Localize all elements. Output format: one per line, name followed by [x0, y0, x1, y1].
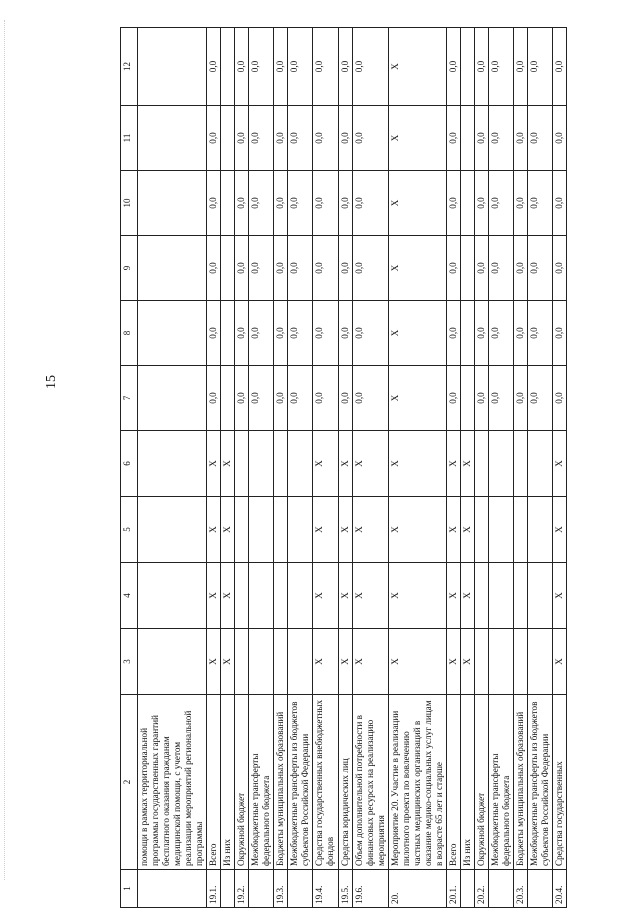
col-header-2: 2: [121, 695, 138, 870]
value-cell-3: [138, 629, 207, 695]
value-cell-4: [249, 563, 274, 629]
value-cell-8: [460, 301, 474, 366]
table-row: [235, 28, 249, 908]
col-header-10: 10: [121, 171, 138, 236]
value-cell-11: 0,0: [235, 106, 249, 171]
row-number-cell: 19.1.: [207, 870, 221, 908]
value-cell-6: [527, 431, 552, 497]
value-cell-8: 0,0: [249, 301, 274, 366]
value-cell-5: [138, 497, 207, 563]
value-cell-4: X: [221, 563, 235, 629]
value-cell-10: [221, 171, 235, 236]
value-cell-4: [138, 563, 207, 629]
row-name-cell: Межбюджетные трансферты из бюджетов субъектов Российской Федерации: [527, 695, 552, 870]
value-cell-9: 0,0: [207, 236, 221, 301]
value-cell-12: 0,0: [527, 28, 552, 106]
row-name-cell: Из них: [221, 695, 235, 870]
row-number-cell: [249, 870, 274, 908]
value-cell-12: 0,0: [338, 28, 352, 106]
value-cell-11: 0,0: [288, 106, 313, 171]
row-name-cell: Межбюджетные трансферты федерального бюджета: [249, 695, 274, 870]
value-cell-9: 0,0: [553, 236, 567, 301]
table-row: [338, 28, 352, 908]
value-cell-12: X: [388, 28, 446, 106]
table-row: [513, 28, 527, 908]
value-cell-7: 0,0: [352, 366, 388, 431]
value-cell-9: 0,0: [513, 236, 527, 301]
value-cell-6: [274, 431, 288, 497]
value-cell-5: [288, 497, 313, 563]
value-cell-11: 0,0: [446, 106, 460, 171]
value-cell-7: 0,0: [338, 366, 352, 431]
rotated-table-sheet: [120, 28, 588, 908]
value-cell-11: 0,0: [474, 106, 488, 171]
value-cell-5: X: [352, 497, 388, 563]
value-cell-3: X: [352, 629, 388, 695]
value-cell-8: 0,0: [313, 301, 338, 366]
row-name-cell: Из них: [460, 695, 474, 870]
value-cell-8: [221, 301, 235, 366]
value-cell-8: 0,0: [474, 301, 488, 366]
value-cell-10: 0,0: [207, 171, 221, 236]
row-number-cell: 20.: [388, 870, 446, 908]
value-cell-7: 0,0: [288, 366, 313, 431]
value-cell-4: X: [446, 563, 460, 629]
value-cell-9: 0,0: [249, 236, 274, 301]
value-cell-5: [274, 497, 288, 563]
value-cell-10: 0,0: [527, 171, 552, 236]
value-cell-10: 0,0: [288, 171, 313, 236]
value-cell-4: [288, 563, 313, 629]
value-cell-5: X: [313, 497, 338, 563]
value-cell-4: X: [352, 563, 388, 629]
value-cell-7: 0,0: [488, 366, 513, 431]
value-cell-12: 0,0: [352, 28, 388, 106]
value-cell-3: [249, 629, 274, 695]
value-cell-5: [488, 497, 513, 563]
row-name-cell: Межбюджетные трансферты федерального бюджета: [488, 695, 513, 870]
value-cell-9: X: [388, 236, 446, 301]
value-cell-6: X: [207, 431, 221, 497]
value-cell-8: 0,0: [553, 301, 567, 366]
value-cell-7: 0,0: [207, 366, 221, 431]
value-cell-12: 0,0: [488, 28, 513, 106]
header-row: [121, 28, 138, 908]
value-cell-7: 0,0: [313, 366, 338, 431]
value-cell-10: 0,0: [313, 171, 338, 236]
row-name-cell: Окружной бюджет: [235, 695, 249, 870]
value-cell-12: [221, 28, 235, 106]
row-number-cell: [288, 870, 313, 908]
table-row: [388, 28, 446, 908]
row-number-cell: 19.3.: [274, 870, 288, 908]
row-name-cell: Средства государственных: [553, 695, 567, 870]
value-cell-6: [138, 431, 207, 497]
value-cell-3: X: [460, 629, 474, 695]
row-name-cell: Средства государственных внебюджетных фондов: [313, 695, 338, 870]
value-cell-8: 0,0: [488, 301, 513, 366]
row-number-cell: 19.6.: [352, 870, 388, 908]
row-number-cell: [138, 870, 207, 908]
table-row: [527, 28, 552, 908]
value-cell-6: [249, 431, 274, 497]
value-cell-4: X: [207, 563, 221, 629]
value-cell-9: 0,0: [338, 236, 352, 301]
value-cell-10: 0,0: [553, 171, 567, 236]
table-row: [313, 28, 338, 908]
row-number-cell: 19.2.: [235, 870, 249, 908]
row-number-cell: [460, 870, 474, 908]
value-cell-12: 0,0: [207, 28, 221, 106]
table-row: [288, 28, 313, 908]
value-cell-5: [249, 497, 274, 563]
table-row: [274, 28, 288, 908]
value-cell-10: 0,0: [338, 171, 352, 236]
value-cell-6: X: [446, 431, 460, 497]
value-cell-3: X: [221, 629, 235, 695]
value-cell-6: X: [388, 431, 446, 497]
value-cell-12: [138, 28, 207, 106]
value-cell-12: 0,0: [313, 28, 338, 106]
value-cell-12: 0,0: [235, 28, 249, 106]
value-cell-9: 0,0: [235, 236, 249, 301]
value-cell-5: X: [388, 497, 446, 563]
value-cell-7: 0,0: [235, 366, 249, 431]
value-cell-7: [460, 366, 474, 431]
value-cell-5: [235, 497, 249, 563]
value-cell-4: [235, 563, 249, 629]
value-cell-8: X: [388, 301, 446, 366]
row-name-cell: Мероприятие 20. Участие в реализации пилотного проекта по вовлечению частных медицинских организаций в оказание медико-социальных услуг лицам в возрасте 65 лет и старше: [388, 695, 446, 870]
value-cell-5: [513, 497, 527, 563]
value-cell-11: 0,0: [553, 106, 567, 171]
value-cell-12: 0,0: [446, 28, 460, 106]
value-cell-7: [221, 366, 235, 431]
row-number-cell: 19.4.: [313, 870, 338, 908]
value-cell-11: 0,0: [207, 106, 221, 171]
value-cell-6: X: [338, 431, 352, 497]
value-cell-11: 0,0: [527, 106, 552, 171]
value-cell-10: 0,0: [488, 171, 513, 236]
value-cell-9: 0,0: [313, 236, 338, 301]
value-cell-5: [474, 497, 488, 563]
value-cell-5: [527, 497, 552, 563]
value-cell-7: X: [388, 366, 446, 431]
value-cell-12: 0,0: [274, 28, 288, 106]
value-cell-9: [460, 236, 474, 301]
value-cell-8: 0,0: [446, 301, 460, 366]
table-row: [553, 28, 567, 908]
value-cell-3: X: [446, 629, 460, 695]
table-row: [446, 28, 460, 908]
value-cell-9: 0,0: [274, 236, 288, 301]
value-cell-11: 0,0: [274, 106, 288, 171]
value-cell-4: [527, 563, 552, 629]
value-cell-8: 0,0: [288, 301, 313, 366]
value-cell-10: 0,0: [446, 171, 460, 236]
table-row: [207, 28, 221, 908]
value-cell-3: X: [313, 629, 338, 695]
value-cell-5: X: [338, 497, 352, 563]
value-cell-4: X: [460, 563, 474, 629]
row-number-cell: 19.5.: [338, 870, 352, 908]
row-number-cell: 20.3.: [513, 870, 527, 908]
value-cell-3: X: [207, 629, 221, 695]
value-cell-5: X: [221, 497, 235, 563]
col-header-11: 11: [121, 106, 138, 171]
row-number-cell: [488, 870, 513, 908]
row-number-cell: 20.1.: [446, 870, 460, 908]
value-cell-6: X: [313, 431, 338, 497]
value-cell-4: X: [338, 563, 352, 629]
value-cell-3: X: [388, 629, 446, 695]
value-cell-8: 0,0: [527, 301, 552, 366]
value-cell-6: [235, 431, 249, 497]
value-cell-10: [460, 171, 474, 236]
value-cell-5: X: [207, 497, 221, 563]
value-cell-11: [460, 106, 474, 171]
row-number-cell: [221, 870, 235, 908]
value-cell-8: 0,0: [338, 301, 352, 366]
row-name-cell: Окружной бюджет: [474, 695, 488, 870]
value-cell-6: X: [352, 431, 388, 497]
value-cell-10: 0,0: [235, 171, 249, 236]
value-cell-9: [221, 236, 235, 301]
table-row: [352, 28, 388, 908]
value-cell-7: 0,0: [513, 366, 527, 431]
col-header-8: 8: [121, 301, 138, 366]
value-cell-8: 0,0: [235, 301, 249, 366]
value-cell-8: 0,0: [207, 301, 221, 366]
value-cell-5: X: [553, 497, 567, 563]
value-cell-7: 0,0: [553, 366, 567, 431]
value-cell-4: X: [553, 563, 567, 629]
col-header-3: 3: [121, 629, 138, 695]
value-cell-8: [138, 301, 207, 366]
table-row: [474, 28, 488, 908]
value-cell-11: 0,0: [488, 106, 513, 171]
value-cell-7: 0,0: [527, 366, 552, 431]
col-header-7: 7: [121, 366, 138, 431]
value-cell-9: 0,0: [527, 236, 552, 301]
row-name-cell: Объем дополнительной потребности в финансовых ресурсах на реализацию мероприятия: [352, 695, 388, 870]
col-header-1: 1: [121, 870, 138, 908]
value-cell-11: X: [388, 106, 446, 171]
value-cell-3: [274, 629, 288, 695]
scan-edge-line: [4, 20, 6, 880]
value-cell-6: X: [553, 431, 567, 497]
value-cell-6: X: [221, 431, 235, 497]
value-cell-10: 0,0: [352, 171, 388, 236]
col-header-6: 6: [121, 431, 138, 497]
row-number-cell: [527, 870, 552, 908]
row-name-cell: Всего: [446, 695, 460, 870]
value-cell-8: 0,0: [352, 301, 388, 366]
value-cell-11: [138, 106, 207, 171]
value-cell-11: 0,0: [249, 106, 274, 171]
value-cell-6: [513, 431, 527, 497]
value-cell-11: 0,0: [313, 106, 338, 171]
value-cell-3: [474, 629, 488, 695]
col-header-12: 12: [121, 28, 138, 106]
value-cell-9: 0,0: [446, 236, 460, 301]
value-cell-3: [488, 629, 513, 695]
value-cell-9: 0,0: [474, 236, 488, 301]
value-cell-12: 0,0: [249, 28, 274, 106]
value-cell-9: [138, 236, 207, 301]
value-cell-6: X: [460, 431, 474, 497]
value-cell-10: 0,0: [274, 171, 288, 236]
value-cell-3: X: [553, 629, 567, 695]
table-row: [460, 28, 474, 908]
col-header-4: 4: [121, 563, 138, 629]
value-cell-10: [138, 171, 207, 236]
value-cell-12: [460, 28, 474, 106]
value-cell-4: X: [388, 563, 446, 629]
value-cell-11: 0,0: [352, 106, 388, 171]
value-cell-9: 0,0: [352, 236, 388, 301]
row-number-cell: 20.2.: [474, 870, 488, 908]
value-cell-7: [138, 366, 207, 431]
value-cell-12: 0,0: [474, 28, 488, 106]
row-number-cell: 20.4.: [553, 870, 567, 908]
value-cell-12: 0,0: [513, 28, 527, 106]
row-name-cell: Бюджеты муниципальных образований: [513, 695, 527, 870]
value-cell-9: 0,0: [288, 236, 313, 301]
value-cell-8: 0,0: [513, 301, 527, 366]
value-cell-4: [474, 563, 488, 629]
table-row: [221, 28, 235, 908]
budget-table: [120, 27, 567, 908]
table-row: [138, 28, 207, 908]
value-cell-4: [274, 563, 288, 629]
value-cell-7: 0,0: [446, 366, 460, 431]
value-cell-6: [488, 431, 513, 497]
col-header-9: 9: [121, 236, 138, 301]
value-cell-6: [474, 431, 488, 497]
value-cell-10: 0,0: [474, 171, 488, 236]
value-cell-4: X: [313, 563, 338, 629]
row-name-cell: Межбюджетные трансферты из бюджетов субъектов Российской Федерации: [288, 695, 313, 870]
value-cell-5: X: [460, 497, 474, 563]
value-cell-10: X: [388, 171, 446, 236]
value-cell-12: 0,0: [288, 28, 313, 106]
value-cell-4: [488, 563, 513, 629]
value-cell-5: X: [446, 497, 460, 563]
value-cell-10: 0,0: [513, 171, 527, 236]
table-body: [138, 28, 567, 908]
row-name-cell: Всего: [207, 695, 221, 870]
value-cell-10: 0,0: [249, 171, 274, 236]
table-row: [488, 28, 513, 908]
value-cell-9: 0,0: [488, 236, 513, 301]
value-cell-12: 0,0: [553, 28, 567, 106]
value-cell-3: X: [338, 629, 352, 695]
value-cell-3: [513, 629, 527, 695]
page-number: 15: [44, 375, 59, 389]
value-cell-3: [288, 629, 313, 695]
table-row: [249, 28, 274, 908]
value-cell-8: 0,0: [274, 301, 288, 366]
value-cell-7: 0,0: [274, 366, 288, 431]
value-cell-6: [288, 431, 313, 497]
value-cell-11: [221, 106, 235, 171]
value-cell-11: 0,0: [338, 106, 352, 171]
col-header-5: 5: [121, 497, 138, 563]
value-cell-3: [235, 629, 249, 695]
row-name-cell: Бюджеты муниципальных образований: [274, 695, 288, 870]
value-cell-4: [513, 563, 527, 629]
row-name-cell: помощи в рамках территориальной программы государственных гарантий бесплатного оказания гражданам медицинской помощи, с учетом реализации мероприятий региональной программы: [138, 695, 207, 870]
value-cell-11: 0,0: [513, 106, 527, 171]
value-cell-3: [527, 629, 552, 695]
value-cell-7: 0,0: [249, 366, 274, 431]
value-cell-7: 0,0: [474, 366, 488, 431]
row-name-cell: Средства юридических лиц: [338, 695, 352, 870]
